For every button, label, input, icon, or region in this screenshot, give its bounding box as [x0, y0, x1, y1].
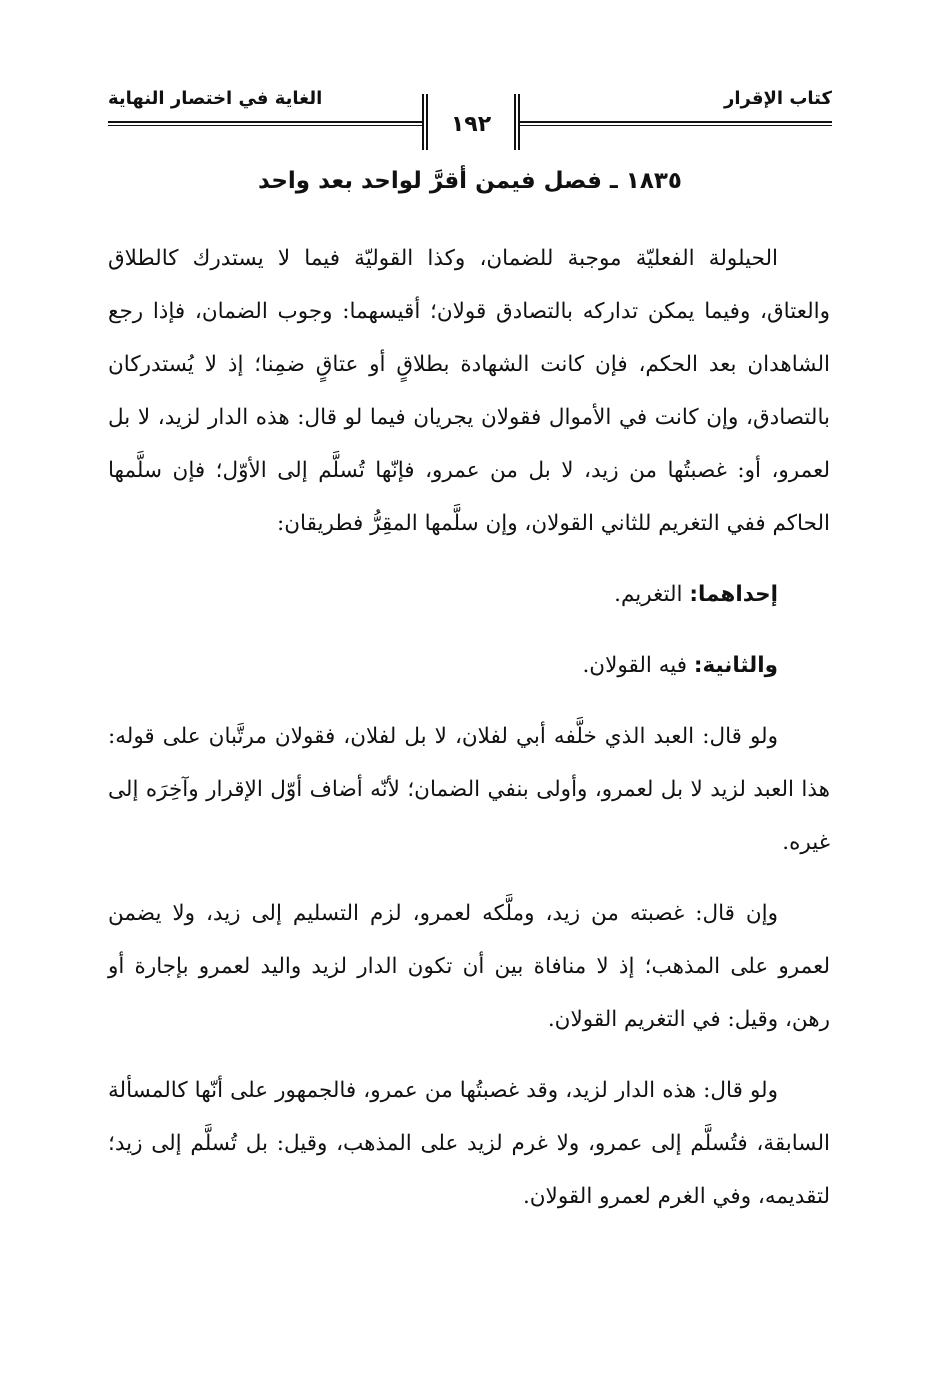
paragraph-4: ولو قال: هذه الدار لزيد، وقد غصبتُها من عمرو، فالجمهور على أنّها كالمسألة السابقة، فتُسلَّم إلى عمرو، ولا غرم لزيد على المذهب، وقيل: بل تُسلَّم إلى زيد؛ لتقديمه، وفي الغرم لعمرو القولان.	[108, 1078, 830, 1209]
item-2-text: فيه القولان.	[582, 653, 687, 678]
paragraph-3: وإن قال: غصبته من زيد، وملَّكه لعمرو، لزم التسليم إلى زيد، ولا يضمن لعمرو على المذهب؛ إذ لا منافاة بين أن تكون الدار لزيد واليد لعمرو بإجارة أو رهن، وقيل: في التغريم القولان.	[108, 901, 830, 1032]
item-1-text: التغريم.	[614, 582, 683, 607]
section-title: ١٨٣٥ ـ فصل فيمن أقرَّ لواحد بعد واحد	[258, 168, 682, 194]
main-text	[108, 232, 830, 1223]
list-item-1	[108, 568, 830, 621]
item-1-lead: إحداهما:	[689, 582, 778, 607]
page-number-box	[422, 94, 520, 150]
running-head-section: كتاب الإقرار	[723, 88, 832, 109]
page-header	[108, 80, 832, 152]
item-2-lead: والثانية:	[693, 653, 778, 678]
paragraph-2: ولو قال: العبد الذي خلَّفه أبي لفلان، لا بل لفلان، فقولان مرتَّبان على قوله: هذا العبد لزيد لا بل لعمرو، وأولى بنفي الضمان؛ لأنّه أضاف أوّل الإقرار وآخِرَه إلى غيره.	[108, 724, 830, 855]
page-box-ornament-right	[514, 94, 520, 150]
list-item-2	[108, 639, 830, 692]
page-number: ١٩٢	[450, 112, 492, 137]
running-head-title: الغاية في اختصار النهاية	[108, 88, 323, 109]
paragraph-1: الحيلولة الفعليّة موجبة للضمان، وكذا القوليّة فيما لا يستدرك كالطلاق والعتاق، وفيما يمكن تداركه بالتصادق قولان؛ أقيسهما: وجوب الضمان، فإذا رجع الشاهدان بعد الحكم، فإن كانت الشهادة بطلاقٍ أو عتاقٍ ضمِنا؛ إذ لا يُستدركان بالتصادق، وإن كانت في الأموال فقولان يجريان فيما لو قال: هذه الدار لزيد، لا بل لعمرو، أو: غصبتُها من زيد، لا بل من عمرو، فإنّها تُسلَّم إلى الأوّل؛ فإن سلَّمها الحاكم ففي التغريم للثاني القولان، وإن سلَّمها المقِرُّ فطريقان:	[108, 246, 830, 536]
page-box-ornament-left	[422, 94, 428, 150]
